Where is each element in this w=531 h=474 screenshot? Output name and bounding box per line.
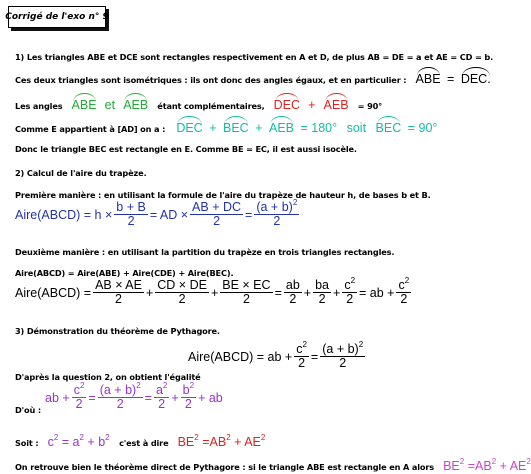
exponent: 2	[404, 276, 410, 285]
q1-line2	[15, 68, 491, 87]
q1-line3-text-a: Les angles	[15, 101, 63, 111]
exponent: 2	[226, 433, 231, 442]
term-plus-ae: + AE	[499, 459, 527, 473]
frac-denominator: 2	[184, 397, 192, 411]
page-title: Corrigé de l'exo n° 9	[8, 6, 106, 28]
et-word: et	[104, 98, 116, 112]
term-equals-ab: =AB	[202, 435, 227, 449]
cest-formula	[178, 435, 266, 449]
plus-sign: +	[308, 98, 316, 112]
term-be: BE	[443, 459, 460, 473]
q1-line4-text: Comme E appartient à [AD] on a :	[15, 124, 166, 134]
term-c: c	[47, 435, 54, 449]
term-plus-b: + b	[87, 435, 106, 449]
term-equals-a: = a	[61, 435, 80, 449]
q2-method2-sum: Aire(ABCD) = Aire(ABE) + Aire(CDE) + Aire(BEC).	[15, 268, 234, 278]
exponent: 2	[260, 433, 266, 442]
plus-sign: +	[255, 121, 263, 135]
q1-line3	[15, 94, 382, 113]
frac-numerator: b	[182, 383, 190, 397]
angle-dec: DEC.	[460, 72, 491, 86]
equals-90: = 90°	[407, 121, 438, 135]
q2-heading: 2) Calcul de l'aire du trapèze.	[15, 168, 147, 178]
frac-denominator: 2	[116, 397, 124, 411]
soit-label: Soit :	[15, 438, 39, 448]
frac-numerator: c	[398, 278, 405, 292]
formula-mid: = AD ×	[149, 207, 189, 222]
q1-line5: Donc le triangle BEC est rectangle en E. Comme BE = EC, il est aussi isocèle.	[15, 144, 357, 154]
exponent: 2	[350, 276, 356, 285]
frac-numerator: a	[155, 383, 163, 397]
q1-line2-math	[416, 72, 491, 86]
term-ab-plus: ab +	[45, 390, 70, 405]
exponent: 2	[79, 381, 85, 390]
frac-denominator: 2	[298, 356, 306, 370]
frac-numerator: CD × DE	[157, 278, 207, 292]
frac-numerator: c	[296, 342, 303, 356]
term-equals-ab: =AB	[467, 459, 492, 473]
exponent: 2	[105, 433, 110, 442]
frac-denominator: 2	[339, 356, 347, 370]
plus-sign: +	[333, 285, 341, 300]
q3-purple-formula	[45, 381, 223, 411]
frac-denominator: 2	[273, 214, 281, 228]
angle-aeb-red: AEB	[323, 98, 349, 112]
equals-sign: =	[245, 207, 253, 222]
term-plus-ab: + ab	[198, 390, 223, 405]
exponent: 2	[53, 433, 59, 442]
frac-numerator: (a + b)	[322, 342, 359, 356]
frac-denominator: 2	[346, 292, 354, 306]
q2-method2-text: Deuxième manière : en utilisant la partition du trapèze en trois triangles rectangles.	[15, 247, 395, 257]
soit-word: soit	[346, 121, 367, 135]
equals-sign: =	[144, 390, 152, 405]
exponent: 2	[136, 381, 141, 390]
exponent: 2	[292, 198, 298, 207]
equals-sign: =	[310, 349, 319, 364]
q3-area-formula	[188, 340, 367, 370]
frac-denominator: 2	[127, 214, 135, 228]
exponent: 2	[459, 457, 465, 466]
q1-line3-text-b: étant complémentaires,	[157, 101, 265, 111]
q1-line4-math	[176, 121, 437, 135]
cest-a-dire: c'est à dire	[119, 438, 169, 448]
q2-method1-text: Première manière : en utilisant la formule de l'aire du trapèze de hauteur h, de bases b et B.	[15, 190, 431, 200]
final-text: On retrouve bien le théorème direct de Pythagore : si le triangle ABE est rectangle en A alors	[15, 462, 434, 472]
exponent: 2	[491, 457, 497, 466]
final-formula	[443, 459, 531, 473]
frac-numerator: ab	[285, 278, 300, 292]
plus-sign: +	[303, 285, 312, 300]
q1-line3-result: = 90°	[357, 101, 383, 111]
frac-numerator: BE × EC	[222, 278, 271, 292]
frac-denominator: 2	[318, 292, 326, 306]
frac-numerator: (a + b)	[99, 383, 137, 397]
angle-bec-teal: BEC	[223, 121, 249, 135]
frac-denominator: 2	[242, 292, 250, 306]
q3-soit-line	[15, 431, 265, 450]
exponent: 2	[194, 433, 199, 442]
q3-final-line	[15, 455, 531, 474]
formula-lhs: Aire(ABCD) = h ×	[15, 207, 113, 222]
exponent: 2	[526, 457, 531, 466]
angle-dec-red: DEC	[273, 98, 301, 112]
equals-ab-plus: = ab +	[359, 285, 395, 300]
frac-denominator: 2	[213, 214, 221, 228]
term-plus-ae: + AE	[234, 435, 261, 449]
angle-aeb-teal: AEB	[268, 121, 294, 135]
frac-numerator: ba	[315, 278, 329, 292]
dou-label: D'où :	[15, 405, 41, 415]
angle-aeb-green: AEB	[123, 98, 149, 112]
exponent: 2	[302, 340, 307, 349]
equals-180: = 180°	[300, 121, 338, 135]
frac-denominator: 2	[400, 292, 408, 306]
q1-line1: 1) Les triangles ABE et DCE sont rectangles respectivement en A et D, de plus AB = DE = a et AE = CD = b.	[15, 52, 494, 62]
equals-sign: =	[447, 72, 455, 86]
frac-denominator: 2	[178, 292, 186, 306]
angle-abe-green: ABE	[71, 98, 97, 112]
frac-numerator: b + B	[116, 200, 146, 214]
exponent: 2	[79, 433, 84, 442]
q3-question2-text: D'après la question 2, on obtient l'égalité	[15, 372, 201, 382]
plus-sign: +	[209, 121, 217, 135]
equals-sign: =	[274, 285, 282, 300]
term-be: BE	[177, 435, 195, 449]
equals-sign: =	[88, 390, 96, 405]
angle-bec-result: BEC	[375, 121, 402, 135]
formula-lhs: Aire(ABCD) =	[15, 285, 92, 300]
frac-numerator: c	[73, 383, 80, 397]
frac-denominator: 2	[75, 397, 83, 411]
plus-sign: +	[171, 390, 179, 405]
plus-sign: +	[145, 285, 154, 300]
formula-lhs: Aire(ABCD) = ab +	[188, 349, 293, 364]
q2-method1-formula	[15, 198, 301, 228]
q1-line4	[15, 117, 437, 136]
q2-method2-formula	[15, 276, 413, 306]
frac-numerator: (a + b)	[256, 200, 293, 214]
exponent: 2	[189, 381, 195, 390]
angle-abe: ABE	[415, 72, 441, 86]
frac-denominator: 2	[158, 397, 166, 411]
frac-numerator: c	[344, 278, 351, 292]
frac-denominator: 2	[115, 292, 122, 306]
plus-sign: +	[210, 285, 219, 300]
frac-numerator: AB × AE	[95, 278, 142, 292]
frac-denominator: 2	[289, 292, 297, 306]
angle-dec-teal: DEC	[176, 121, 203, 135]
frac-numerator: AB + DC	[192, 200, 242, 214]
q1-line2-text: Ces deux triangles sont isométriques : ils ont donc des angles égaux, et en particulier :	[15, 75, 407, 85]
q3-heading: 3) Démonstration du théorème de Pythagore.	[15, 326, 220, 336]
exponent: 2	[358, 340, 364, 349]
soit-formula	[48, 435, 114, 449]
exponent: 2	[162, 381, 168, 390]
